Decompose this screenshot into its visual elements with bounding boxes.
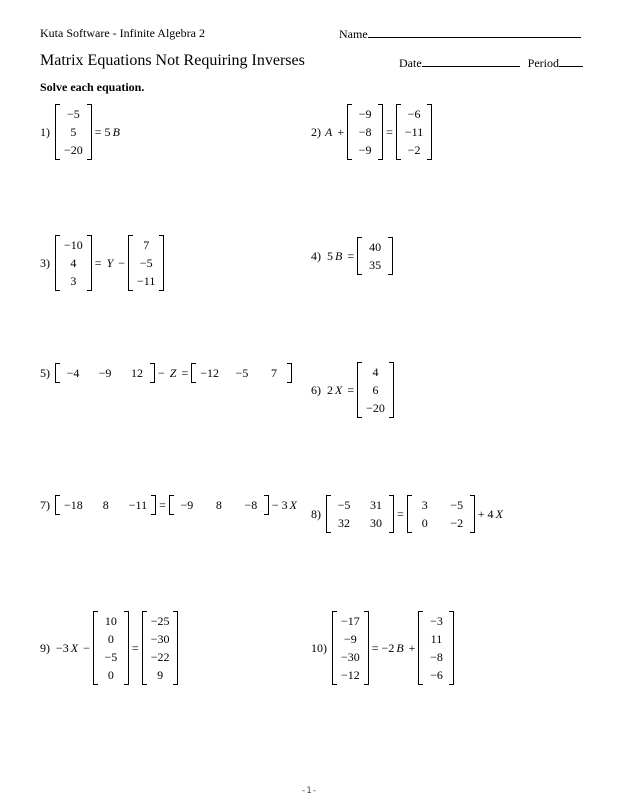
matrix-cell: 0 — [107, 667, 114, 682]
matrix-right-bracket — [87, 235, 92, 291]
matrix-row — [178, 496, 260, 514]
matrix-row — [366, 363, 385, 381]
operator: 2 — [327, 382, 333, 397]
matrix-cell: 30 — [370, 515, 382, 530]
matrix-cell: −5 — [450, 497, 464, 512]
matrix-cell: 7 — [271, 365, 278, 380]
matrix-cell: −9 — [358, 142, 372, 157]
matrix-cell: −4 — [66, 365, 80, 380]
matrix-body — [60, 235, 87, 291]
date-blank-line — [422, 55, 520, 67]
matrix-row — [64, 141, 83, 159]
matrix-row — [64, 364, 146, 382]
matrix-right-bracket — [378, 104, 383, 160]
operator: = — [131, 640, 139, 655]
variable: X — [495, 506, 503, 521]
operator: 5 — [327, 248, 333, 263]
matrix-cell: −5 — [235, 365, 249, 380]
matrix-row — [64, 496, 147, 514]
problem-number: 4) — [311, 248, 321, 263]
matrix-row — [64, 254, 83, 272]
matrix-cell: 35 — [369, 257, 382, 272]
worksheet-source: Kuta Software - Infinite Algebra 2 — [40, 26, 205, 40]
matrix-row — [151, 666, 170, 684]
page-title: Matrix Equations Not Requiring Inverses — [40, 52, 305, 69]
matrix-right-bracket — [124, 611, 129, 685]
matrix-body — [60, 363, 150, 383]
name-field — [339, 26, 581, 42]
matrix — [357, 237, 393, 275]
matrix-row — [64, 272, 83, 290]
matrix-cell: 32 — [338, 515, 350, 530]
date-label: Date — [399, 56, 422, 70]
matrix-row — [137, 254, 155, 272]
matrix — [55, 495, 156, 515]
matrix-row — [405, 105, 423, 123]
matrix-row — [137, 272, 155, 290]
name-label: Name — [339, 27, 368, 41]
matrix-cell: 4 — [70, 255, 77, 270]
matrix-row — [405, 123, 423, 141]
matrix-right-bracket — [470, 495, 475, 533]
matrix-cell: −18 — [64, 497, 83, 512]
matrix-body — [362, 362, 389, 418]
matrix-right-bracket — [150, 363, 155, 383]
problem-number: 10) — [311, 640, 327, 655]
matrix-cell: −3 — [430, 613, 443, 628]
matrix-cell: −25 — [150, 613, 170, 628]
problem-8 — [311, 495, 503, 533]
matrix-right-bracket — [159, 235, 164, 291]
variable: X — [289, 497, 298, 512]
variable: X — [70, 640, 79, 655]
problem-number: 6) — [311, 382, 321, 397]
operator: + — [405, 640, 416, 655]
matrix-right-bracket — [151, 495, 156, 515]
operator: − 3 — [271, 497, 288, 512]
matrix-body — [147, 611, 174, 685]
variable: B — [112, 124, 120, 139]
matrix-cell: −9 — [344, 631, 357, 646]
problem-number: 8) — [311, 506, 321, 521]
matrix-body — [174, 495, 264, 515]
problem-5 — [40, 363, 293, 383]
matrix-row — [366, 238, 384, 256]
matrix — [407, 495, 475, 533]
problem-number: 5) — [40, 365, 50, 380]
matrix-cell: −8 — [358, 124, 372, 139]
matrix-row — [64, 123, 83, 141]
matrix-cell: −6 — [430, 667, 443, 682]
matrix-cell: −5 — [337, 497, 351, 512]
matrix — [93, 611, 129, 685]
matrix-row — [151, 630, 170, 648]
matrix-row — [335, 496, 385, 514]
matrix-right-bracket — [449, 611, 454, 685]
operator: = — [178, 365, 189, 380]
matrix-row — [427, 630, 445, 648]
matrix-cell: 40 — [369, 239, 382, 254]
matrix-body — [401, 104, 427, 160]
matrix-row — [341, 630, 360, 648]
matrix-cell: −12 — [341, 667, 360, 682]
matrix-right-bracket — [364, 611, 369, 685]
matrix-cell: −20 — [366, 400, 385, 415]
date-period-fields — [399, 55, 583, 71]
operator: + 4 — [477, 506, 494, 521]
operator: = 5 — [94, 124, 111, 139]
matrix-cell: 5 — [70, 124, 77, 139]
matrix — [191, 363, 292, 383]
matrix-cell: −30 — [150, 631, 170, 646]
problem-1 — [40, 104, 120, 160]
matrix-row — [427, 612, 445, 630]
matrix-row — [356, 105, 374, 123]
operator: = — [386, 124, 393, 139]
matrix-cell: 12 — [131, 365, 143, 380]
problem-10 — [311, 611, 455, 685]
matrix-right-bracket — [264, 495, 269, 515]
problem-3 — [40, 235, 165, 291]
matrix-row — [200, 364, 283, 382]
matrix-right-bracket — [388, 237, 393, 275]
matrix-row — [151, 612, 170, 630]
problem-number: 9) — [40, 640, 50, 655]
operator: − — [80, 640, 90, 655]
matrix-cell: 8 — [215, 497, 222, 512]
matrix-cell: 6 — [372, 382, 379, 397]
matrix-cell: −2 — [450, 515, 464, 530]
matrix-body — [60, 104, 87, 160]
problem-number: 3) — [40, 255, 50, 270]
matrix-row — [335, 514, 385, 532]
matrix-body — [423, 611, 449, 685]
matrix — [357, 362, 394, 418]
matrix-row — [405, 141, 423, 159]
matrix-cell: −11 — [404, 124, 424, 139]
matrix-body — [133, 235, 159, 291]
matrix-cell: 9 — [157, 667, 164, 682]
matrix-body — [352, 104, 378, 160]
matrix-body — [196, 363, 287, 383]
matrix-cell: −5 — [139, 255, 153, 270]
matrix-right-bracket — [87, 104, 92, 160]
matrix-row — [416, 496, 466, 514]
problem-number: 7) — [40, 497, 50, 512]
variable: B — [335, 248, 343, 263]
matrix — [142, 611, 179, 685]
matrix-right-bracket — [173, 611, 178, 685]
matrix-row — [366, 381, 385, 399]
period-label: Period — [527, 56, 559, 70]
matrix-cell: 0 — [421, 515, 428, 530]
matrix-cell: 11 — [430, 631, 443, 646]
operator: + — [334, 124, 345, 139]
matrix-cell: −11 — [137, 273, 156, 288]
matrix-cell: −2 — [407, 142, 421, 157]
matrix-cell: −12 — [200, 365, 220, 380]
matrix-row — [64, 105, 83, 123]
matrix — [326, 495, 394, 533]
matrix-cell: −10 — [64, 237, 83, 252]
matrix-cell: −9 — [358, 106, 372, 121]
variable: Y — [106, 255, 114, 270]
matrix — [396, 104, 432, 160]
matrix-cell: −8 — [244, 497, 258, 512]
matrix-cell: −6 — [407, 106, 421, 121]
problem-6 — [311, 362, 395, 418]
matrix-body — [362, 237, 388, 275]
operator: = — [344, 248, 355, 263]
matrix-row — [366, 399, 385, 417]
page-number: -1- — [300, 786, 318, 796]
matrix-cell: −30 — [341, 649, 360, 664]
matrix-row — [341, 648, 360, 666]
problem-7 — [40, 495, 297, 515]
matrix-cell: 10 — [104, 613, 117, 628]
matrix-row — [427, 648, 445, 666]
matrix — [55, 363, 155, 383]
matrix — [55, 104, 92, 160]
matrix-cell: −9 — [180, 497, 194, 512]
matrix-cell: 7 — [143, 237, 150, 252]
matrix-body — [331, 495, 389, 533]
matrix-cell: 3 — [70, 273, 77, 288]
matrix-cell: 3 — [421, 497, 428, 512]
matrix — [169, 495, 269, 515]
matrix-body — [60, 495, 151, 515]
matrix-cell: −22 — [150, 649, 170, 664]
matrix-row — [151, 648, 170, 666]
matrix-cell: −20 — [64, 142, 83, 157]
instructions: Solve each equation. — [40, 80, 145, 94]
matrix-row — [427, 666, 445, 684]
problem-4 — [311, 237, 394, 275]
matrix — [55, 235, 92, 291]
problem-9 — [40, 611, 179, 685]
matrix — [332, 611, 369, 685]
operator: −3 — [56, 640, 69, 655]
name-blank-line — [368, 26, 581, 38]
matrix-cell: −8 — [430, 649, 443, 664]
variable: X — [335, 382, 343, 397]
matrix-row — [416, 514, 466, 532]
matrix-row — [64, 236, 83, 254]
matrix-row — [356, 141, 374, 159]
problem-number: 2) — [311, 124, 321, 139]
matrix-row — [102, 648, 120, 666]
operator: = −2 — [371, 640, 395, 655]
matrix-row — [102, 612, 120, 630]
matrix-cell: −11 — [128, 497, 148, 512]
matrix-cell: −17 — [341, 613, 360, 628]
matrix-body — [98, 611, 124, 685]
matrix-right-bracket — [427, 104, 432, 160]
matrix-right-bracket — [389, 362, 394, 418]
matrix-row — [137, 236, 155, 254]
matrix — [128, 235, 164, 291]
matrix-row — [356, 123, 374, 141]
matrix-cell: −5 — [67, 106, 80, 121]
matrix-row — [102, 630, 120, 648]
operator: − — [115, 255, 126, 270]
operator: = — [344, 382, 355, 397]
variable: Z — [169, 365, 177, 380]
variable: A — [325, 124, 333, 139]
matrix-cell: −9 — [98, 365, 112, 380]
matrix — [347, 104, 383, 160]
matrix-body — [412, 495, 470, 533]
operator: − — [158, 365, 168, 380]
problem-number: 1) — [40, 124, 50, 139]
matrix — [418, 611, 454, 685]
operator: = — [397, 506, 404, 521]
matrix-row — [102, 666, 120, 684]
matrix-row — [341, 666, 360, 684]
period-blank-line — [559, 55, 583, 67]
operator: = — [159, 497, 166, 512]
problem-2 — [311, 104, 433, 160]
operator: = — [94, 255, 105, 270]
matrix-right-bracket — [287, 363, 292, 383]
matrix-cell: 8 — [102, 497, 109, 512]
matrix-body — [337, 611, 364, 685]
matrix-cell: −5 — [104, 649, 118, 664]
matrix-cell: 31 — [370, 497, 382, 512]
matrix-row — [366, 256, 384, 274]
matrix-cell: 4 — [372, 364, 379, 379]
variable: B — [396, 640, 404, 655]
matrix-cell: 0 — [107, 631, 114, 646]
matrix-row — [341, 612, 360, 630]
matrix-right-bracket — [389, 495, 394, 533]
